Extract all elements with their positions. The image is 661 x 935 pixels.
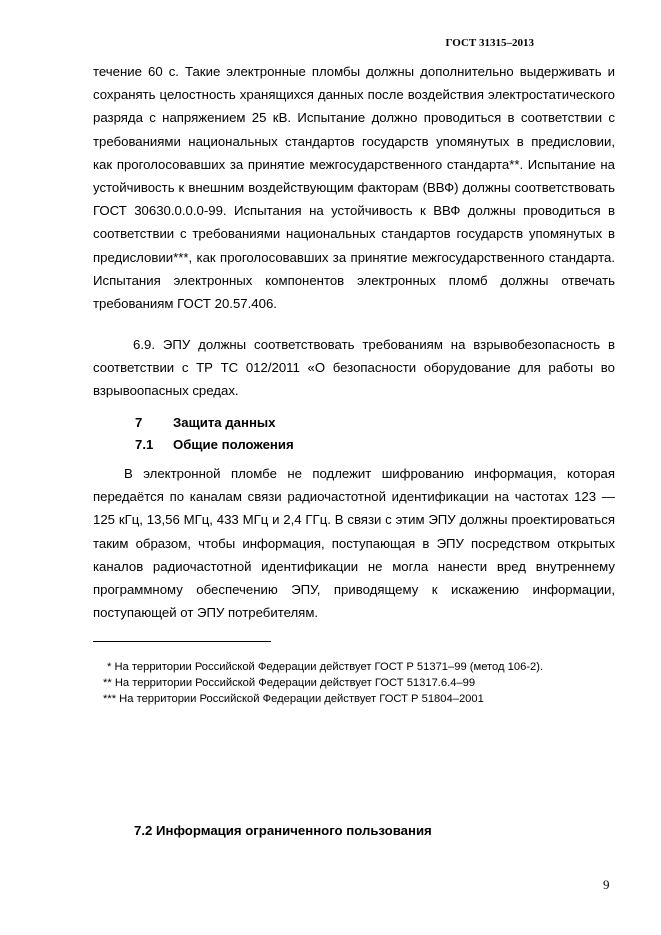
section-heading-7-2: 7.2 Информация ограниченного пользования <box>134 823 432 838</box>
footnotes <box>93 659 615 707</box>
paragraph-6-9: 6.9. ЭПУ должны соответствовать требованиям на взрывобезопасность в соответствии с ТР ТС 012/2011 «О безопасности оборудование для работы во взрывоопасных средах. <box>93 337 615 399</box>
section-heading-7-1 <box>135 435 294 455</box>
document-header: ГОСТ 31315–2013 <box>445 37 534 49</box>
paragraph-test-requirements: течение 60 с. Такие электронные пломбы должны дополнительно выдерживать и сохранять целостность хранящихся данных после воздействия электростатического разряда с напряжением 25 кВ. Испытание должно проводиться в соответствии с требованиями национальных стандартов государств упомянутых в предисловии, как проголосовавших за принятие межгосударственного стандарта**. Испытание на устойчивость к внешним воздействующим факторам (ВВФ) должны соответствовать ГОСТ 30630.0.0.0-99. Испытания на устойчивость к ВВФ должны проводиться в соответствии с требованиями национальных стандартов государств упомянутых в предисловии***, как проголосовавших за принятие межгосударственного стандарта. Испытания электронных компонентов электронных пломб должны отвечать требованиям ГОСТ 20.57.406. <box>93 64 615 312</box>
section-heading-7 <box>135 413 276 433</box>
footnote-3: *** На территории Российской Федерации действует ГОСТ Р 51804–2001 <box>103 693 484 705</box>
paragraph-encryption: В электронной пломбе не подлежит шифрованию информация, которая передаётся по каналам связи радиочастотной идентификации на частотах 123 — 125 кГц, 13,56 МГц, 433 МГц и 2,4 ГГц. В связи с этим ЭПУ должны проектироваться таким образом, чтобы информация, поступающая в ЭПУ посредством открытых каналов радиочастотной идентификации не могла нанести вред внутреннему программному обеспечению ЭПУ, приводящему к искажению информации, поступающей от ЭПУ потребителям. <box>93 466 615 621</box>
section-title: Общие положения <box>173 437 294 452</box>
footnote-2: ** На территории Российской Федерации действует ГОСТ 51317.6.4–99 <box>103 677 476 689</box>
section-title: Защита данных <box>173 415 276 430</box>
section-number: 7 <box>135 415 143 430</box>
section-number: 7.1 <box>135 437 154 452</box>
footnote-1: * На территории Российской Федерации действует ГОСТ Р 51371–99 (метод 106-2). <box>107 661 544 673</box>
footnote-separator <box>93 641 271 642</box>
page-number: 9 <box>603 877 610 892</box>
